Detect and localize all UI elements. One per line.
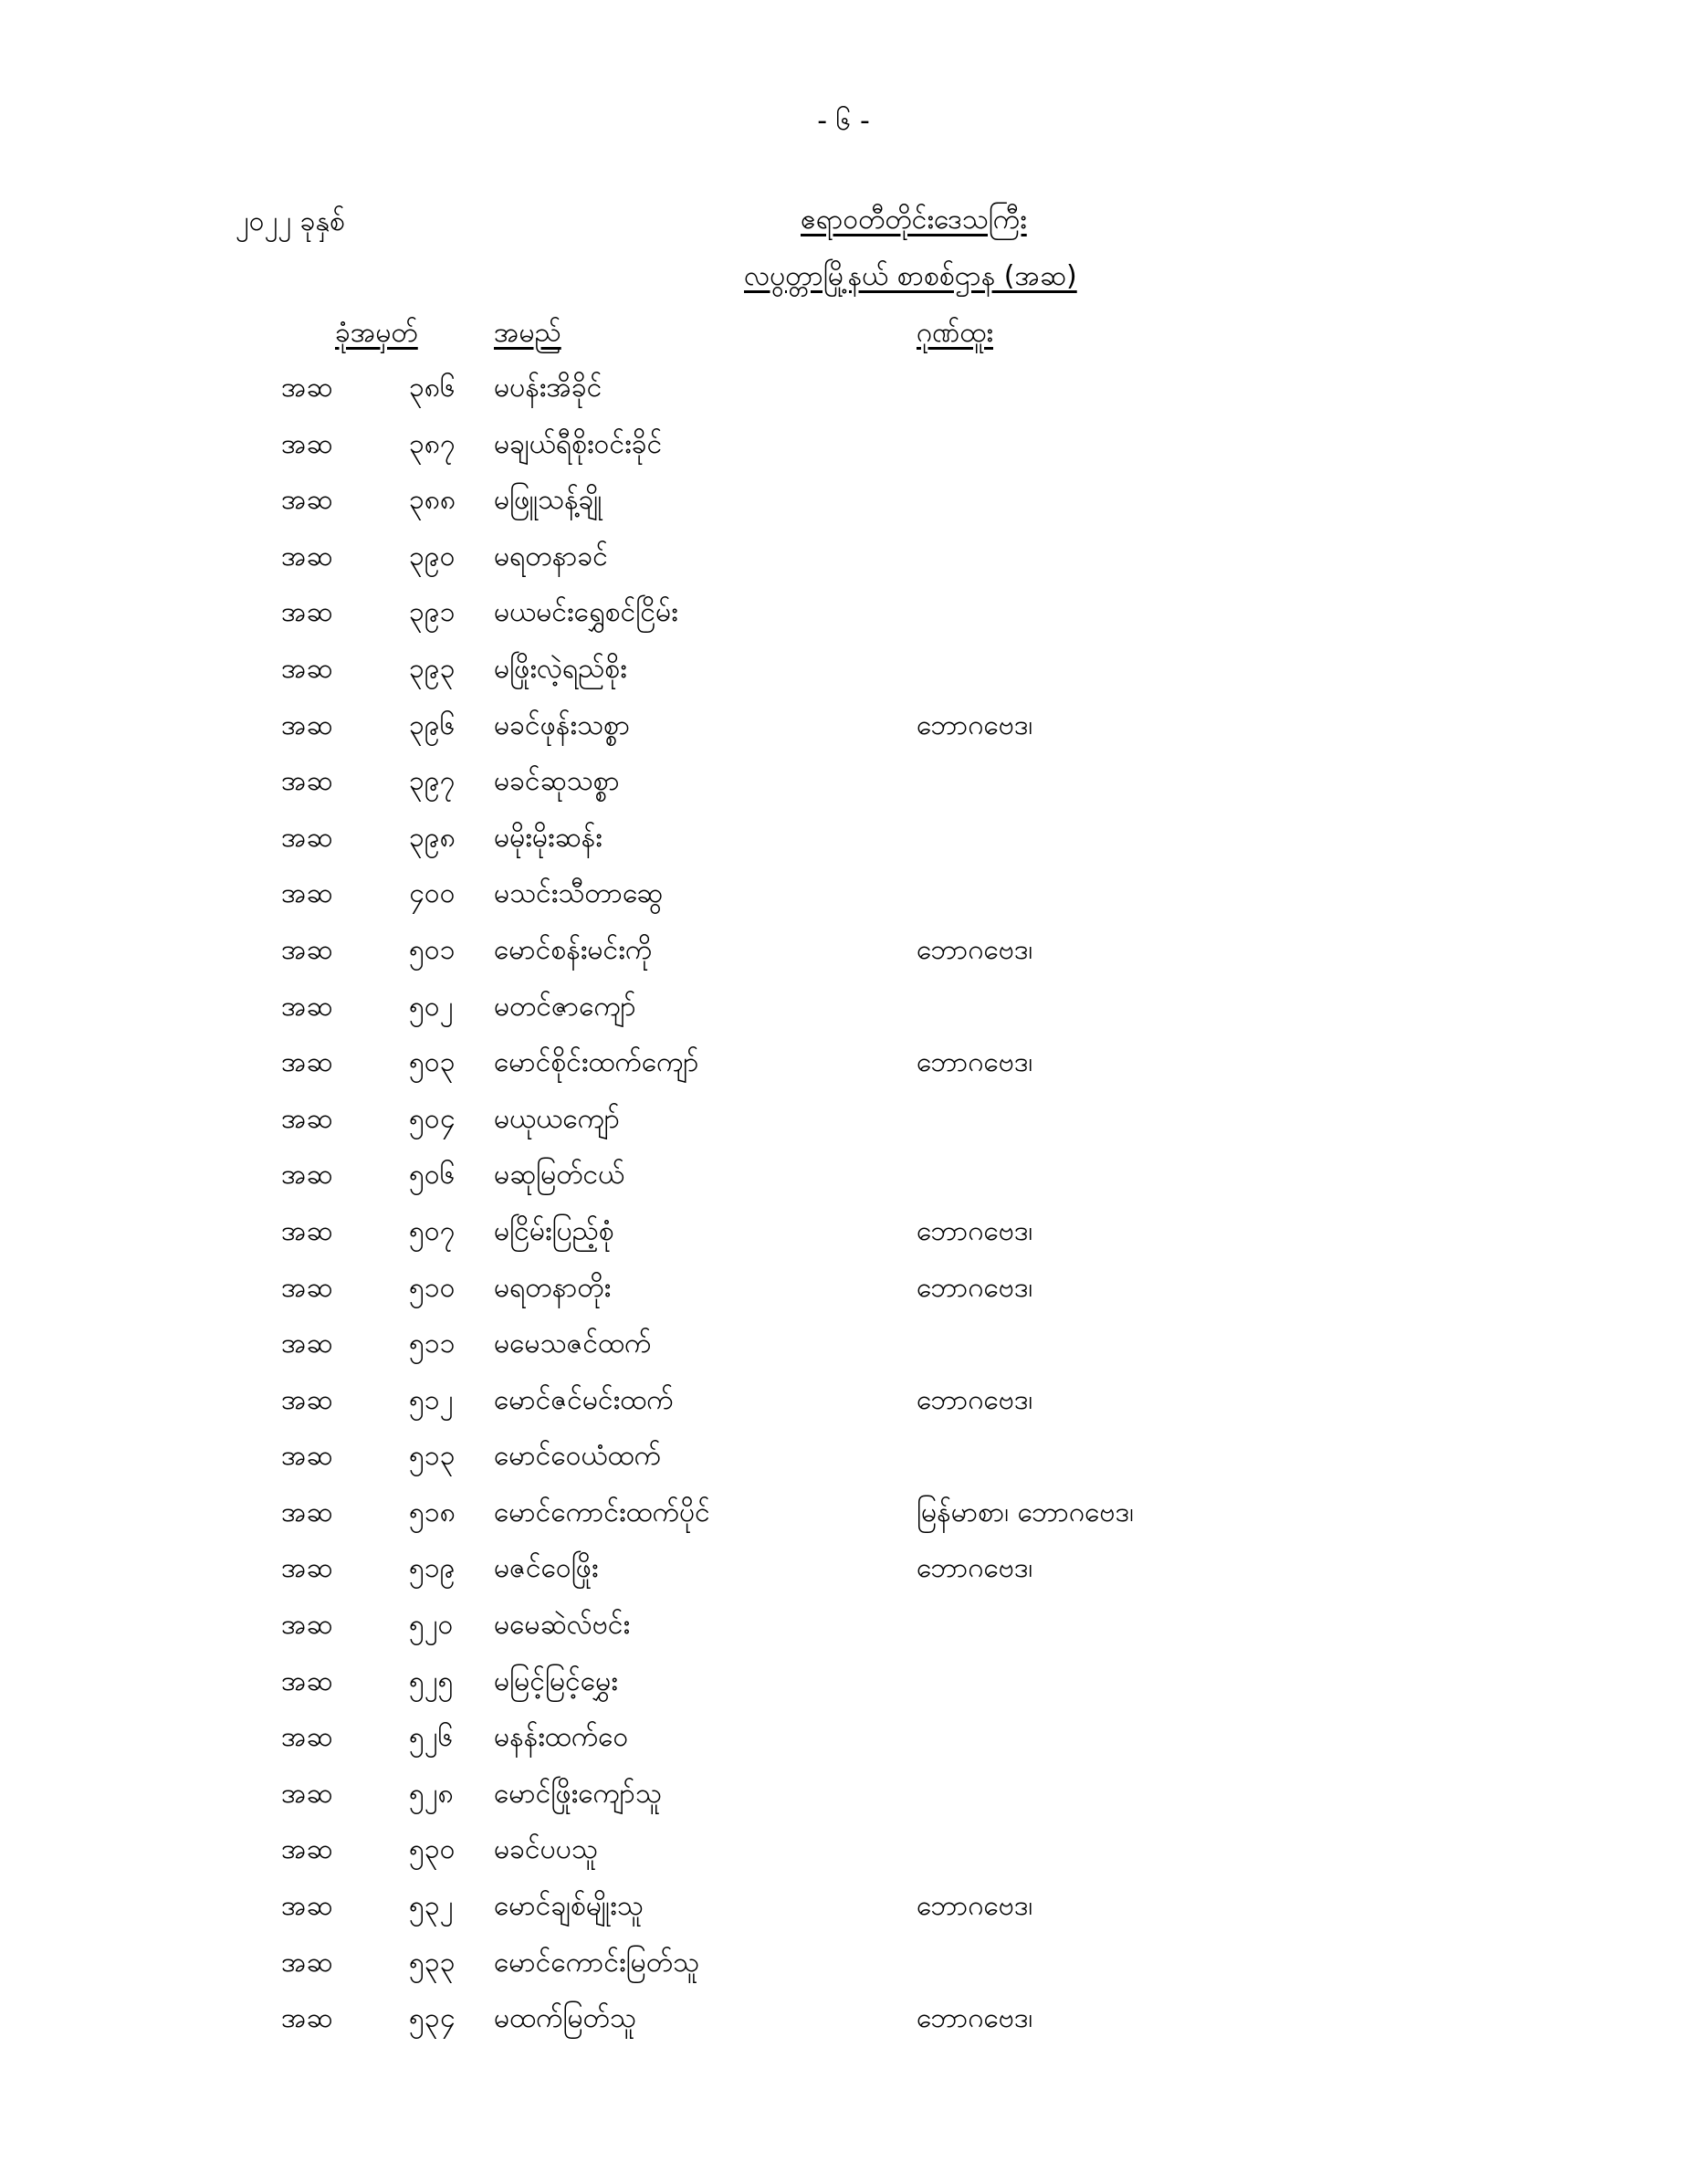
roll-number: ၃၈၇ [409,427,456,460]
list-item [0,596,1687,656]
list-item [0,1330,1687,1387]
roll-number: ၄၀၀ [409,877,456,910]
roll-prefix: အဆ [281,1046,333,1079]
student-name: မောင်ဖြိုးကျော်သူ [494,1777,662,1810]
list-item [0,1440,1687,1499]
list-item [0,1721,1687,1780]
roll-prefix: အဆ [281,1946,333,1979]
student-name: မသင်းသီတာဆွေ [494,877,664,910]
student-name: မမြင့်မြင့်မွှေး [494,1664,618,1697]
results-list [0,374,1687,2062]
list-item [0,933,1687,993]
roll-prefix: အဆ [281,596,333,629]
student-name: မပန်းအိခိုင် [494,372,602,404]
student-name: မဖြိုးလဲ့ရည်စိုး [494,652,627,685]
student-name: မောင်ကောင်းထက်ပိုင် [494,1496,710,1528]
roll-number: ၃၉၈ [409,821,456,854]
roll-prefix: အဆ [281,540,333,572]
roll-prefix: အဆ [281,1833,333,1866]
list-item [0,374,1687,431]
student-name: မောင်ဝေယံထက် [494,1440,662,1473]
roll-prefix: အဆ [281,709,333,741]
roll-prefix: အဆ [281,1496,333,1528]
list-item [0,652,1687,712]
student-name: မယမင်းရွှေစင်ငြိမ်း [494,596,678,629]
roll-prefix: အဆ [281,1777,333,1810]
roll-prefix: အဆ [281,1552,333,1585]
distinction-subjects: ဘောဂဗေဒ၊ [917,2002,1033,2035]
student-name: မဇင်ဝေဖြိုး [494,1552,599,1585]
roll-number: ၃၈၈ [409,484,456,517]
roll-prefix: အဆ [281,933,333,966]
student-name: မောင်စိုင်းထက်ကျော် [494,1046,699,1079]
student-name: မရတနာတိုး [494,1271,612,1304]
student-name: မနန်းထက်ဝေ [494,1721,629,1754]
roll-prefix: အဆ [281,877,333,910]
roll-number: ၃၉၃ [409,652,456,685]
list-item [0,709,1687,769]
distinction-subjects: ဘောဂဗေဒ၊ [917,1271,1033,1304]
student-name: မခင်ဖုန်းသစ္စာ [494,709,631,741]
list-item [0,540,1687,600]
roll-number: ၅၁၁ [409,1328,456,1360]
roll-prefix: အဆ [281,427,333,460]
roll-prefix: အဆ [281,372,333,404]
list-item [0,1890,1687,1949]
roll-number: ၅၀၃ [409,1046,456,1079]
list-item [0,1496,1687,1556]
roll-prefix: အဆ [281,1102,333,1135]
roll-number: ၃၉၁ [409,596,456,629]
list-item [0,1046,1687,1106]
student-name: မရတနာခင် [494,540,608,572]
list-item [0,1833,1687,1893]
roll-prefix: အဆ [281,1271,333,1304]
list-item [0,1777,1687,1837]
distinction-subjects: မြန်မာစာ၊ ဘောဂဗေဒ၊ [917,1496,1134,1528]
distinction-subjects: ဘောဂဗေဒ၊ [917,933,1033,966]
list-item [0,990,1687,1050]
roll-prefix: အဆ [281,1328,333,1360]
roll-number: ၅၀၁ [409,933,456,966]
student-name: မတင်ဇာကျော် [494,990,636,1023]
student-name: မချယ်ရီစိုးဝင်းခိုင် [494,427,663,460]
column-header-distinction: ဂုဏ်ထူး [917,317,993,349]
list-item [0,1552,1687,1612]
distinction-subjects: ဘောဂဗေဒ၊ [917,1046,1033,1079]
roll-number: ၃၈၆ [409,372,456,404]
distinction-subjects: ဘောဂဗေဒ၊ [917,1552,1033,1585]
roll-number: ၅၃၀ [409,1833,456,1866]
page-number: - ၆ - [817,105,870,137]
list-item [0,1609,1687,1668]
list-item [0,765,1687,824]
list-item [0,484,1687,543]
student-name: မထက်မြတ်သူ [494,2002,636,2035]
roll-number: ၅၁၀ [409,1271,456,1304]
roll-prefix: အဆ [281,484,333,517]
roll-number: ၅၃၃ [409,1946,456,1979]
roll-number: ၅၃၂ [409,1890,454,1923]
student-name: မမေဆဲလ်ဗင်း [494,1609,631,1642]
roll-prefix: အဆ [281,1383,333,1416]
distinction-subjects: ဘောဂဗေဒ၊ [917,1214,1033,1247]
roll-prefix: အဆ [281,1609,333,1642]
column-header-name: အမည် [494,317,561,349]
student-name: မမိုးမိုးဆန်း [494,821,602,854]
roll-number: ၅၁၈ [409,1496,456,1528]
student-name: မောင်ချစ်မျိုးသူ [494,1890,644,1923]
column-header-roll-number: ခုံအမှတ် [335,317,418,349]
student-name: မမေသဇင်ထက် [494,1328,652,1360]
roll-number: ၅၂၀ [409,1609,454,1642]
roll-prefix: အဆ [281,2002,333,2035]
list-item [0,427,1687,488]
distinction-subjects: ဘောဂဗေဒ၊ [917,1383,1033,1416]
list-item [0,1946,1687,2006]
roll-prefix: အဆ [281,1159,333,1192]
roll-number: ၅၀၆ [409,1159,456,1192]
student-name: မောင်စန်းမင်းကို [494,933,653,966]
roll-prefix: အဆ [281,1440,333,1473]
student-name: မဆုမြတ်ငယ် [494,1159,625,1192]
exam-center-title: လပွတ္တာမြို့နယ် စာစစ်ဌာန (အဆ) [744,260,1077,292]
roll-number: ၅၁၂ [409,1383,454,1416]
list-item [0,1383,1687,1444]
roll-number: ၃၉၆ [409,709,456,741]
roll-number: ၅၁၃ [409,1440,456,1473]
roll-number: ၅၁၉ [409,1552,456,1585]
roll-number: ၃၉၇ [409,765,456,798]
list-item [0,1214,1687,1275]
roll-number: ၅၂၅ [409,1664,454,1697]
list-item [0,821,1687,881]
student-name: မခင်ဆုသစ္စာ [494,765,620,798]
roll-prefix: အဆ [281,1890,333,1923]
roll-prefix: အဆ [281,652,333,685]
list-item [0,1102,1687,1162]
year-label: ၂၀၂၂ ခုနှစ် [236,205,345,237]
roll-number: ၃၉၀ [409,540,456,572]
roll-prefix: အဆ [281,1664,333,1697]
roll-prefix: အဆ [281,1214,333,1247]
roll-number: ၅၃၄ [409,2002,456,2035]
student-name: မယုယကျော် [494,1102,621,1135]
distinction-subjects: ဘောဂဗေဒ၊ [917,1890,1033,1923]
roll-number: ၅၂၆ [409,1721,454,1754]
roll-number: ၅၀၇ [409,1214,456,1247]
list-item [0,1161,1687,1218]
student-name: မငြိမ်းပြည့်စုံ [494,1214,614,1247]
roll-number: ၅၀၄ [409,1102,456,1135]
student-name: မောင်ကောင်းမြတ်သူ [494,1946,700,1979]
student-name: မခင်ပပသူ [494,1833,598,1866]
roll-number: ၅၀၂ [409,990,454,1023]
roll-prefix: အဆ [281,765,333,798]
roll-prefix: အဆ [281,821,333,854]
list-item [0,1664,1687,1725]
student-name: မဖြူသန့်ချို [494,484,602,517]
roll-prefix: အဆ [281,990,333,1023]
student-name: မောင်ဇင်မင်းထက် [494,1383,674,1416]
region-title: ဧရာဝတီတိုင်းဒေသကြီး [801,204,1027,236]
list-item [0,877,1687,937]
roll-number: ၅၂၈ [409,1777,454,1810]
roll-prefix: အဆ [281,1721,333,1754]
list-item [0,1271,1687,1331]
list-item [0,2002,1687,2062]
distinction-subjects: ဘောဂဗေဒ၊ [917,709,1033,741]
